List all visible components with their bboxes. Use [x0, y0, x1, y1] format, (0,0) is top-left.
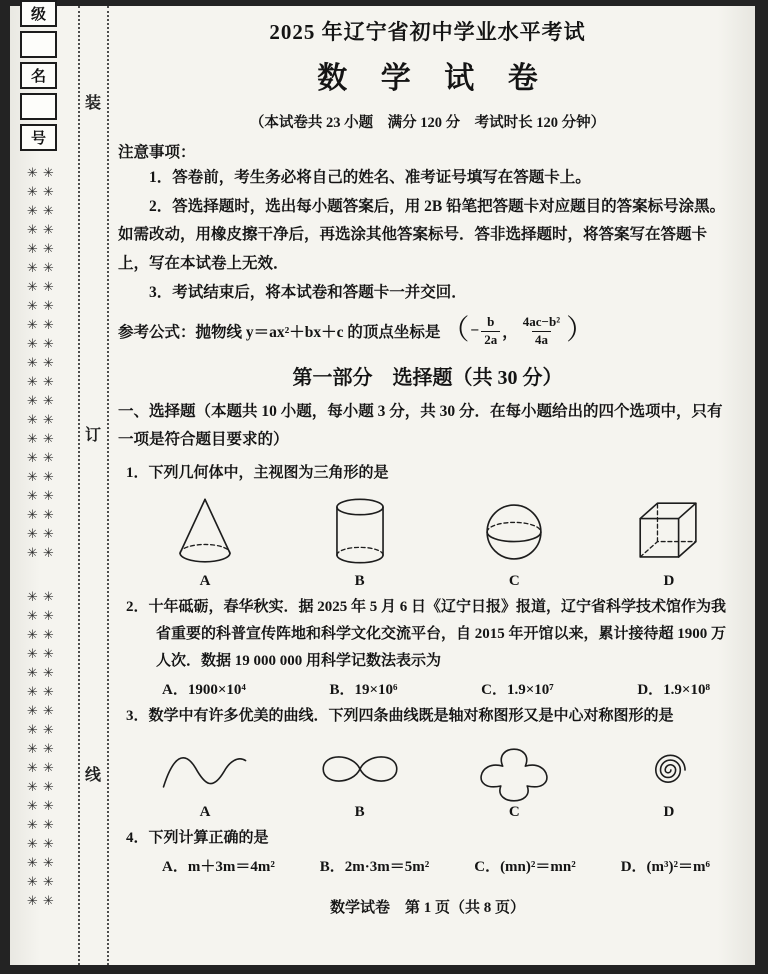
- seal-box-blank-1: [20, 31, 57, 58]
- seal-box-name: 名: [20, 62, 57, 89]
- question-3-text: 3．数学中有许多优美的曲线．下列四条曲线既是轴对称图形又是中心对称图形的是: [126, 707, 674, 724]
- curve-label-b: B: [354, 803, 365, 820]
- curve-option-a: [146, 736, 264, 821]
- formula-fraction-2: [520, 314, 563, 348]
- figure-option-b: [301, 493, 419, 590]
- wave-curve-figure: [157, 736, 253, 802]
- exam-meta: （本试卷共 23 小题 满分 120 分 考试时长 120 分钟）: [249, 115, 606, 131]
- decorative-pattern-top: [25, 166, 56, 565]
- figure-option-c: [455, 493, 573, 590]
- clover-curve-figure: [466, 736, 562, 802]
- question-4-text: 4．下列计算正确的是: [126, 829, 269, 846]
- formula-minus-sign: −: [470, 322, 480, 340]
- curve-option-c: [455, 736, 573, 821]
- question-1-figures: [146, 493, 728, 590]
- fraction-numerator: 4ac−b²: [522, 314, 561, 330]
- option-d: D．1.9×10⁸: [637, 681, 710, 698]
- notice-item-1: 1．答卷前，考生务必将自己的姓名、准考证号填写在答题卡上。: [149, 169, 591, 186]
- fraction-denominator: 4a: [532, 331, 551, 348]
- curve-option-b: [301, 736, 419, 821]
- exam-title: 2025 年辽宁省初中学业水平考试: [269, 20, 586, 44]
- notices-heading: 注意事项：: [118, 144, 196, 161]
- footer-page-info: 数学试卷 第 1 页（共 8 页）: [329, 899, 525, 916]
- curve-label-c: C: [508, 803, 520, 820]
- question-2-options: [162, 678, 710, 699]
- binding-char-ding: 订: [84, 427, 101, 444]
- choice-section-instruction: 一、选择题（本题共 10 小题，每小题 3 分，共 30 分．在每小题给出的四个选项中，只有一项是符合题目要求的）: [118, 402, 723, 448]
- formula-comma: ，: [502, 324, 518, 342]
- notice-item-3: 3．考试结束后，将本试卷和答题卡一并交回．: [149, 283, 467, 301]
- option-b: B．19×10⁶: [329, 681, 398, 698]
- exam-content: [118, 6, 737, 917]
- curve-label-a: A: [199, 803, 211, 820]
- binding-dotted-line-right: [107, 6, 109, 965]
- fraction-numerator: b: [487, 314, 495, 330]
- figure-label-a: A: [199, 572, 211, 589]
- pattern-column: ✳✳✳✳✳✳✳✳✳✳✳✳✳✳✳✳✳✳✳✳✳: [25, 166, 40, 565]
- formula-open-paren: （: [441, 315, 470, 347]
- option-a: A．m＋3m＝4m²: [162, 858, 275, 875]
- binding-char-zhuang: 装: [84, 95, 101, 112]
- seal-box-class: 级: [20, 0, 57, 27]
- formula-close-paren: ）: [566, 315, 595, 347]
- figure-label-b: B: [354, 572, 365, 589]
- binding-dotted-line-left: [78, 6, 80, 965]
- notice-item-2: 2．答选择题时，选出每小题答案后，用 2B 铅笔把答题卡对应题目的答案标号涂黑。如需改动，用橡皮擦干净后，再选涂其他答案标号．答非选择题时，将答案写在答题卡上，写在本试卷上无效．: [118, 197, 726, 273]
- figure-label-c: C: [508, 572, 520, 589]
- formula-fraction-1: [481, 314, 500, 348]
- cone-figure: [157, 493, 253, 571]
- question-4-options: [162, 855, 710, 876]
- option-c: C．(mn)²＝mn²: [474, 858, 576, 875]
- question-1-text: 1．下列几何体中，主视图为三角形的是: [126, 464, 389, 481]
- pattern-column: ✳✳✳✳✳✳✳✳✳✳✳✳✳✳✳✳✳✳✳✳✳: [41, 166, 56, 565]
- curve-label-d: D: [663, 803, 675, 820]
- fraction-denominator: 2a: [481, 331, 500, 348]
- spiral-curve-figure: [621, 736, 717, 802]
- option-d: D．(m³)²＝m⁶: [620, 858, 710, 875]
- lemniscate-curve-figure: [312, 736, 408, 802]
- exam-subtitle: 数 学 试 卷: [317, 62, 551, 95]
- option-b: B．2m·3m＝5m²: [319, 858, 430, 875]
- seal-box-number: 号: [20, 124, 57, 151]
- pattern-column: ✳✳✳✳✳✳✳✳✳✳✳✳✳✳✳✳✳: [41, 590, 56, 913]
- pattern-column: ✳✳✳✳✳✳✳✳✳✳✳✳✳✳✳✳✳: [25, 590, 40, 913]
- figure-option-d: [610, 493, 728, 590]
- option-a: A．1900×10⁴: [162, 681, 246, 698]
- figure-option-a: [146, 493, 264, 590]
- curve-option-d: [610, 736, 728, 821]
- reference-formula: [118, 314, 737, 348]
- sphere-figure: [466, 493, 562, 571]
- decorative-pattern-bottom: [25, 590, 56, 913]
- seal-box-blank-2: [20, 93, 57, 120]
- cylinder-figure: [312, 493, 408, 571]
- option-c: C．1.9×10⁷: [481, 681, 554, 698]
- exam-paper: [10, 6, 755, 965]
- question-2-text: 2．十年砥砺，春华秋实．据 2025 年 5 月 6 日《辽宁日报》报道，辽宁省科学技术馆作为我省重要的科普宣传阵地和科学文化交流平台，自 2015 年开馆以来，累计接待超 1900 万人次．数据 19 000 000 用科学记数法表示为: [126, 598, 727, 669]
- cube-figure: [621, 493, 717, 571]
- figure-label-d: D: [663, 572, 675, 589]
- formula-prefix: 参考公式：抛物线 y＝ax²＋bx＋c 的顶点坐标是: [118, 324, 441, 342]
- binding-char-xian: 线: [84, 767, 101, 784]
- seal-info-boxes: [20, 0, 62, 155]
- part-one-title: 第一部分 选择题（共 30 分）: [292, 366, 563, 389]
- question-3-figures: [146, 736, 728, 821]
